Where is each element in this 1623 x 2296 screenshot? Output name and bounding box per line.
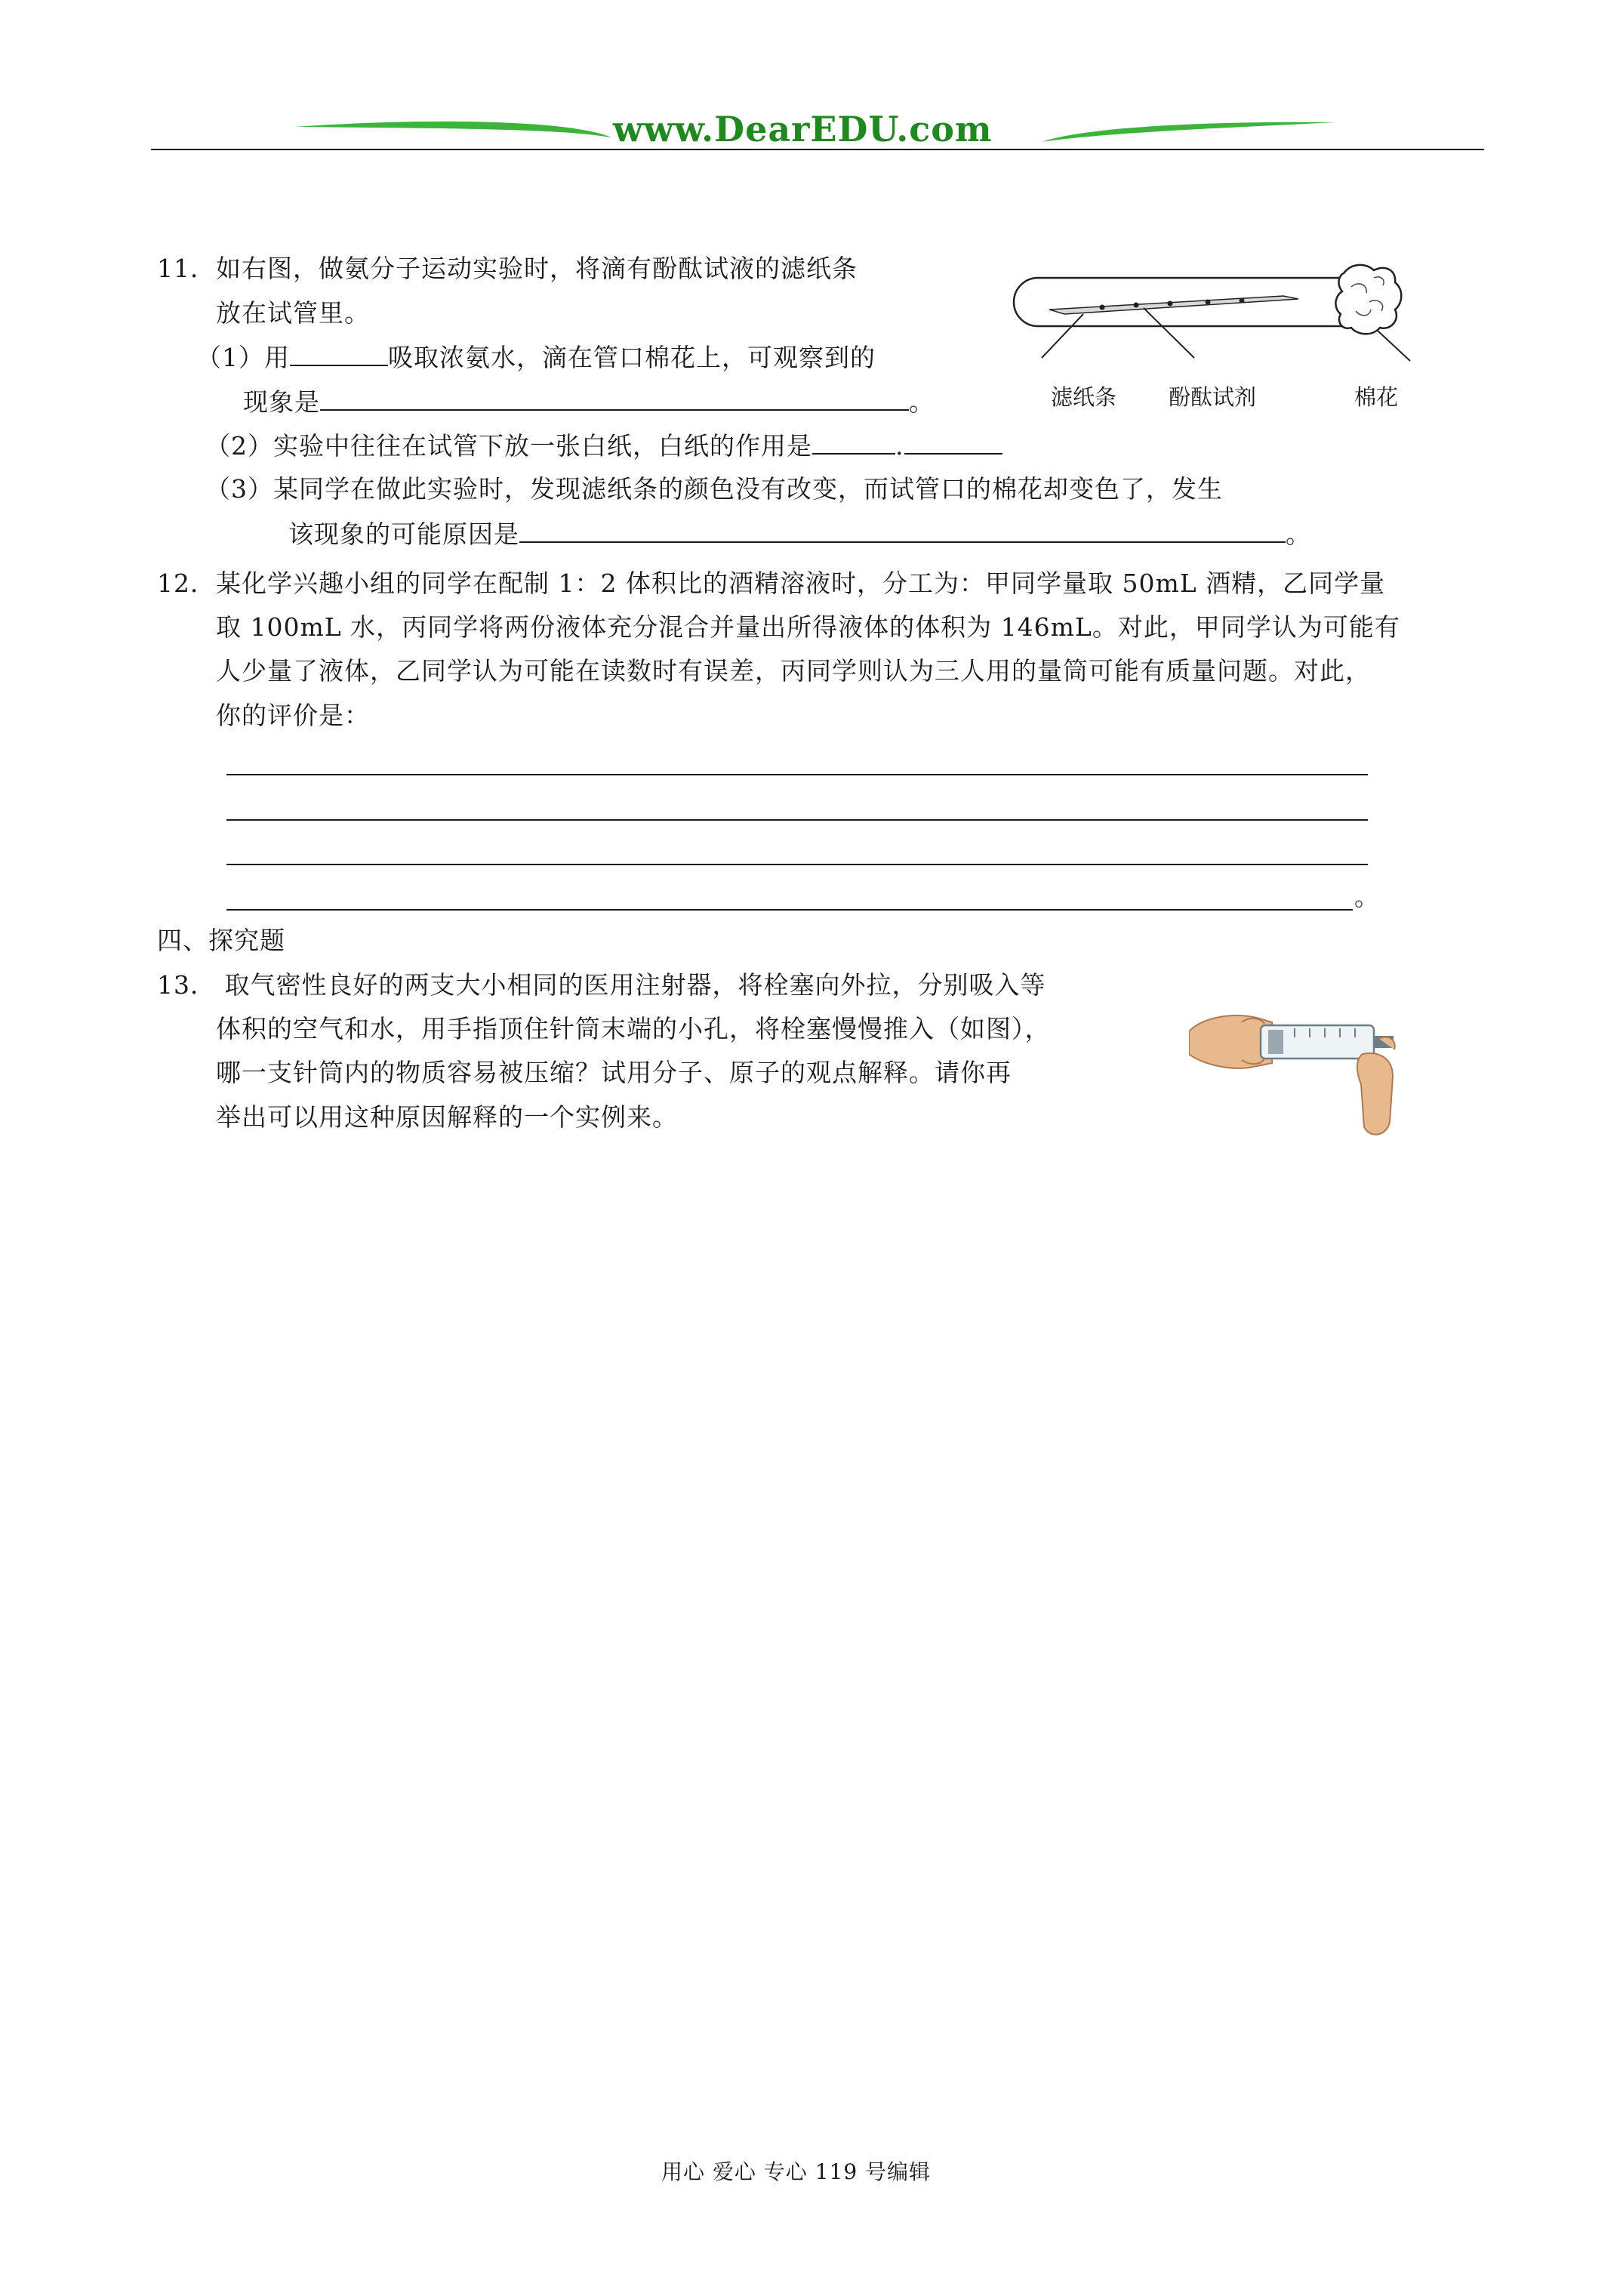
q11-part2-text: （2）实验中往往在试管下放一张白纸，白纸的作用是 bbox=[205, 431, 812, 461]
q11-blank-paper-a[interactable] bbox=[812, 430, 895, 455]
q11-blank-paper-b[interactable] bbox=[904, 430, 1002, 455]
q11-blank-reason[interactable] bbox=[519, 519, 1286, 543]
q12-answer-line-3[interactable] bbox=[226, 864, 1368, 865]
q13-line3: 哪一支针筒内的物质容易被压缩？试用分子、原子的观点解释。请你再 bbox=[216, 1058, 1012, 1087]
q11-part3-end: 。 bbox=[1286, 519, 1311, 549]
q11-blank-phenomenon[interactable] bbox=[320, 387, 909, 411]
q11-part1-rest: 吸取浓氨水，滴在管口棉花上，可观察到的 bbox=[388, 343, 876, 372]
q11-part1-prefix: （1）用 bbox=[196, 343, 290, 372]
q11-part3-label: 该现象的可能原因是 bbox=[288, 519, 519, 549]
q13-line1: 13． 取气密性良好的两支大小相同的医用注射器，将栓塞向外拉，分别吸入等 bbox=[157, 970, 1046, 1000]
header-rule bbox=[151, 149, 1484, 150]
q12-line3: 人少量了液体，乙同学认为可能在读数时有误差，丙同学则认为三人用的量筒可能有质量问题。对此， bbox=[216, 656, 1371, 686]
q12-answer-line-2[interactable] bbox=[226, 819, 1368, 821]
label-filter-strip: 滤纸条 bbox=[1051, 384, 1117, 410]
footer-text: 用心 爱心 专心 119 号编辑 bbox=[661, 2159, 932, 2184]
filter-strip-icon bbox=[1049, 296, 1298, 314]
q11-part3-line2 bbox=[288, 519, 1311, 550]
syringe-image bbox=[1189, 978, 1415, 1141]
q11-stem-line2: 放在试管里。 bbox=[216, 298, 370, 328]
q12-line1: 12．某化学兴趣小组的同学在配制 1：2 体积比的酒精溶液时，分工为：甲同学量取 50mL 酒精，乙同学量 bbox=[157, 569, 1386, 598]
q13-line2: 体积的空气和水，用手指顶住针筒末端的小孔，将栓塞慢慢推入（如图）， bbox=[216, 1014, 1051, 1043]
right-hand-icon bbox=[1357, 1053, 1393, 1135]
cotton-icon bbox=[1335, 265, 1401, 334]
section-title: 四、探究题 bbox=[157, 926, 285, 955]
test-tube-figure bbox=[996, 257, 1419, 385]
q12-line4: 你的评价是： bbox=[216, 701, 370, 730]
q12-answer-line-1[interactable] bbox=[226, 774, 1368, 775]
q12-answer-line-4[interactable] bbox=[226, 909, 1353, 911]
q11-blank-instrument[interactable] bbox=[290, 342, 388, 366]
q11-part1-line1 bbox=[196, 342, 876, 373]
logo-text: www.DearEDU.com bbox=[613, 109, 993, 149]
q11-part2-dot: . bbox=[895, 431, 904, 461]
label-phenolphthalein: 酚酞试剂 bbox=[1169, 384, 1257, 410]
q13-line4: 举出可以用这种原因解释的一个实例来。 bbox=[216, 1102, 678, 1132]
q11-part3-line1: （3）某同学在做此实验时，发现滤纸条的颜色没有改变，而试管口的棉花却变色了，发生 bbox=[205, 474, 1223, 504]
q11-part1-label: 现象是 bbox=[243, 387, 320, 417]
label-cotton: 棉花 bbox=[1354, 384, 1399, 410]
left-hand-icon bbox=[1189, 1015, 1272, 1068]
q11-part2 bbox=[205, 430, 1002, 461]
q12-line2: 取 100mL 水，丙同学将两份液体充分混合并量出所得液体的体积为 146mL。对此，甲同学认为可能有 bbox=[216, 612, 1400, 642]
q11-stem-line1: 11．如右图，做氨分子运动实验时，将滴有酚酞试液的滤纸条 bbox=[157, 254, 858, 283]
q11-part1-end: 。 bbox=[909, 387, 935, 417]
q11-part1-line2 bbox=[243, 387, 935, 418]
q12-answer-end: 。 bbox=[1354, 882, 1380, 911]
